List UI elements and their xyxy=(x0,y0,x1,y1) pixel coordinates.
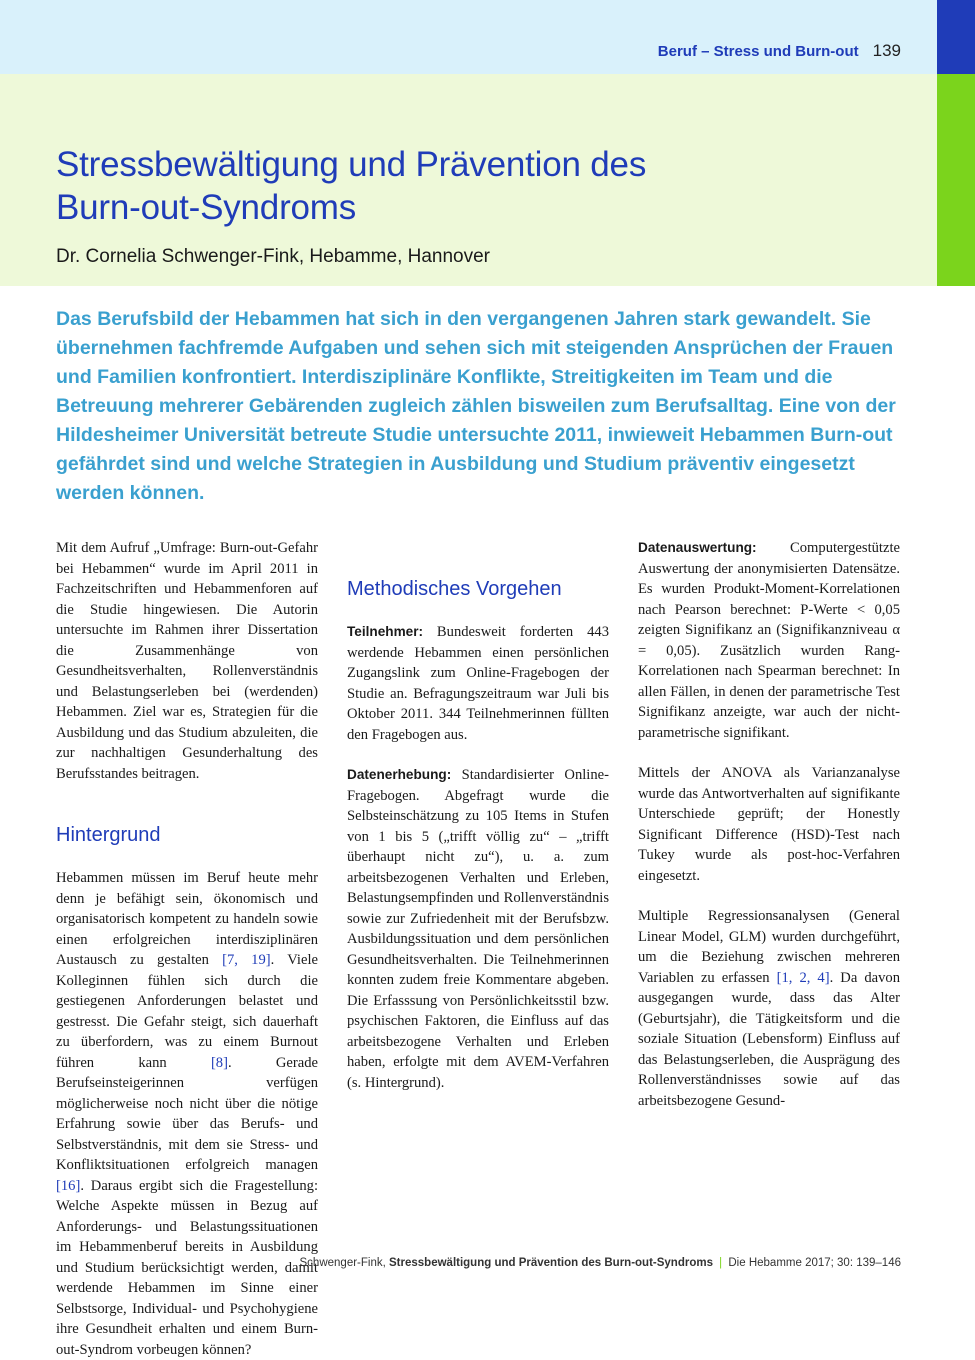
article-title-line1: Stressbewältigung und Prävention des xyxy=(56,145,647,184)
text-run: Standardisierter Online-Fragebogen. Abgefragt wurde die Selbsteinschätzung zu 105 Items in Stufen von 1 bis 5 („trifft völlig zu“ – „trifft überhaupt nicht zu“), u. a. zum arbeitsbezogenen Verhalten und Erleben, Belastungsempfinden und Rollenverständnis sowie zur Zufriedenheit mit der Berufsbzw. Ausbildungssituation und dem persönlichen Gesundheitsverhalten. Die Teilnehmerinnen konnten zudem freie Kommentare abgeben. Die Erfasssung von Persönlichkeitsstil bzw. psychischen Faktoren, die Einfluss auf das arbeitsbezogene Verhalten und Erleben haben, erfolgte mit dem AVEM-Verfahren (s. Hintergrund). xyxy=(347,767,609,1091)
heading-methodik: Methodisches Vorgehen xyxy=(347,578,562,600)
running-title: Beruf – Stress und Burn-out xyxy=(657,42,859,60)
section-marker-green xyxy=(937,74,975,286)
regression-paragraph xyxy=(638,906,900,1111)
intro-paragraph: Mit dem Aufruf „Umfrage: Burn-out-Gefahr bei Hebammen“ wurde im April 2011 in Fachzeitschriften und Hebammenforen auf die Studie hingewiesen. Die Autorin untersuchte im Rahmen ihrer Dissertation die Zusammenhänge von Gesundheitsverhalten, Rollenverständnis und Belastungserleben bei (werdenden) Hebammen. Ziel war es, Strategien für die Ausbildung und das Studium abzuleiten, die zur nachhaltigen Gesunderhaltung des Berufsstandes beitragen. xyxy=(56,540,318,782)
citation-link[interactable]: [16] xyxy=(56,1177,81,1194)
citation-link[interactable]: [8] xyxy=(210,1054,228,1071)
hintergrund-paragraph xyxy=(56,868,318,1360)
text-run: . Gerade Berufseinsteigerinnen verfügen möglicherweise noch nicht über die nötige Erfahrung sowie über das Berufs- und Selbstverständnis, mit dem sie Stress- und Konfliktsituationen erfolgreich managen xyxy=(56,1054,318,1173)
anova-paragraph: Mittels der ANOVA als Varianzanalyse wurde das Antwortverhalten auf signifikante Unterschiede geprüft; der Honestly Significant Difference (HSD)-Test nach Tukey wurde als post-hoc-Verfahren eingesetzt. xyxy=(638,765,900,884)
column-2 xyxy=(347,538,609,1093)
text-run: Hebammen müssen im Beruf heute mehr denn je befähigt sein, ökonomisch und organisatorisch kompetent zu handeln sowie einen erfolgreichen interdisziplinären Austausch zu gestalten xyxy=(56,870,318,968)
page-footer xyxy=(300,1257,901,1269)
footer-title: Stressbewältigung und Prävention des Burn-out-Syndroms xyxy=(389,1257,713,1269)
running-head xyxy=(658,39,901,63)
author-line: Dr. Cornelia Schwenger-Fink, Hebamme, Hannover xyxy=(56,246,491,267)
label-datenerhebung: Datenerhebung: xyxy=(347,767,452,782)
footer-author: Schwenger-Fink, xyxy=(299,1257,386,1269)
datenerhebung-paragraph xyxy=(347,765,609,1093)
column-1 xyxy=(56,538,318,1360)
text-run: Computergestützte Auswertung der anonymisierten Datensätze. Es wurden Produkt-Moment-Korrelationen nach Pearson berechnet: P-Werte < 0,05 zeigten Signifikanz an (Signifikanzniveau α = 0,05). Zusätzlich wurden Rang-Korrelationen nach Spearman berechnet: In allen Fällen, in denen der parametrische Test Signifikanz anzeigte, war auch der nicht-parametrische signifikant. xyxy=(638,540,900,741)
page-number: 139 xyxy=(872,41,901,60)
text-run: . Viele Kolleginnen fühlen sich durch die gestiegenen Anforderungen belastet und gestresst. Die Gefahr steigt, sich dauerhaft zu überfordern, was zu einem Burnout führen kann xyxy=(56,952,318,1071)
label-teilnehmer: Teilnehmer: xyxy=(347,624,424,639)
abstract: Das Berufsbild der Hebammen hat sich in den vergangenen Jahren stark gewandelt. Sie übernehmen fachfremde Aufgaben und sehen sich mit steigenden Ansprüchen der Frauen und Familien konfrontiert. Interdisziplinäre Konflikte, Streitigkeiten im Team und die Betreuung mehrerer Gebärenden zugleich zählen bisweilen zum Berufsalltag. Eine von der Hildesheimer Universität betreute Studie untersuchte 2011, inwieweit Hebammen Burn-out gefährdet sind und welche Strategien in Ausbildung und Studium präventiv eingesetzt werden können. xyxy=(56,308,896,504)
text-run: Bundesweit forderten 443 werdende Hebammen einen persönlichen Zugangslink zum Online-Fragebogen der Studie an. Befragungszeitraum war Juli bis Oktober 2011. 344 Teilnehmerinnen füllten den Fragebogen aus. xyxy=(347,624,609,743)
text-run: . Da davon ausgegangen wurde, dass das Alter (Geburtsjahr), die Tätigkeitsform und die soziale Situation (Lebensform) Einfluss auf das Belastungserleben, die Ausprägung des Rollenverständnisses sowie auf das arbeitsbezogene Gesund- xyxy=(638,969,900,1109)
label-datenauswertung: Datenauswertung: xyxy=(638,540,757,555)
datenauswertung-paragraph xyxy=(638,538,900,743)
article-title xyxy=(56,143,916,229)
footer-citation: Die Hebamme 2017; 30: 139–146 xyxy=(728,1257,901,1269)
heading-hintergrund: Hintergrund xyxy=(56,824,161,846)
text-run: Multiple Regressionsanalysen (General Linear Model, GLM) wurden durchgeführt, um die Beziehung zwischen mehreren Variablen zu erfassen xyxy=(638,908,900,986)
teilnehmer-paragraph xyxy=(347,622,609,745)
text-run: . Daraus ergibt sich die Fragestellung: Welche Aspekte müssen in Bezug auf Anforderungs- und Belastungssituationen im Hebammenberuf bereits in Ausbildung und Studium berücksichtigt werden, damit werdende Hebammen im Sinne einer Selbstsorge, Individual- und Psychohygiene ihre Gesundheit erhalten und einem Burn-out-Syndrom vorbeugen können? xyxy=(56,1177,318,1358)
section-marker-blue xyxy=(937,0,975,74)
citation-link[interactable]: [7, 19] xyxy=(222,952,271,968)
citation-link[interactable]: [1, 2, 4] xyxy=(776,969,830,986)
article-title-line2: Burn-out-Syndroms xyxy=(56,188,357,227)
footer-separator: | xyxy=(719,1257,723,1269)
column-3 xyxy=(638,538,900,1111)
